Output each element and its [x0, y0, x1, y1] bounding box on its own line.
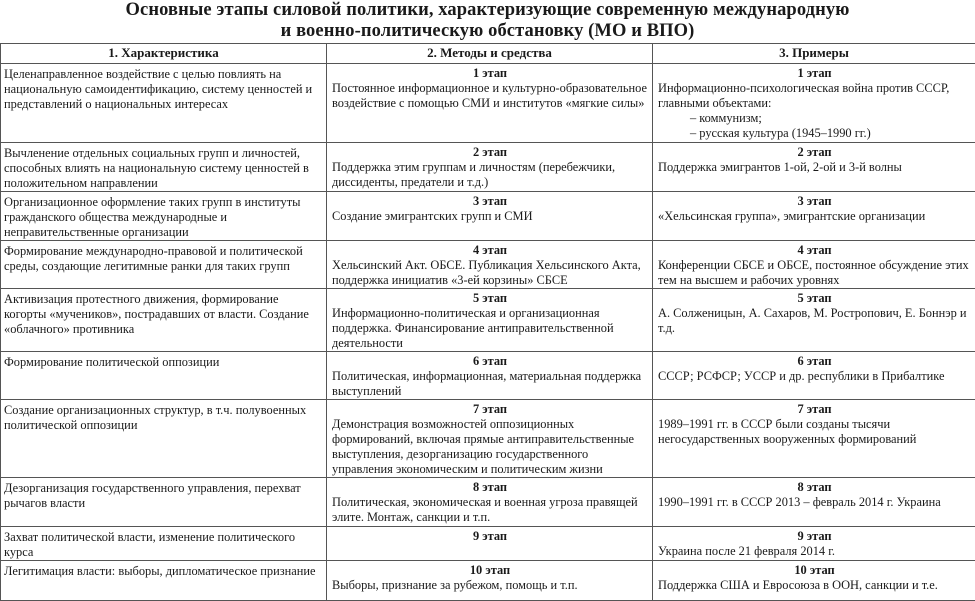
stage-label: 7 этап — [658, 402, 971, 417]
method-text: Политическая, экономическая и военная угроза правящей элите. Монтаж, санкции и т.п. — [332, 495, 638, 524]
example-text: Поддержка США и Евросоюза в ООН, санкции и т.е. — [658, 578, 938, 592]
method-cell — [327, 400, 653, 478]
example-text: Конференции СБСЕ и ОБСЕ, постоянное обсуждение этих тем на высшем и рабочих уровнях — [658, 258, 969, 287]
stage-label: 2 этап — [332, 145, 648, 160]
method-cell — [327, 143, 653, 192]
example-cell — [653, 527, 975, 561]
method-cell — [327, 241, 653, 289]
table-row — [1, 64, 975, 143]
method-cell — [327, 561, 653, 601]
stage-label: 8 этап — [658, 480, 971, 495]
table-row — [1, 241, 975, 289]
stage-label: 6 этап — [332, 354, 648, 369]
example-cell — [653, 192, 975, 241]
example-cell — [653, 352, 975, 400]
example-cell — [653, 143, 975, 192]
table-row — [1, 478, 975, 527]
example-text: А. Солженицын, А. Сахаров, М. Ростропович, Е. Боннэр и т.д. — [658, 306, 967, 335]
characteristic-cell: Дезорганизация государственного управления, перехват рычагов власти — [1, 478, 327, 527]
characteristic-cell: Активизация протестного движения, формирование когорты «мучеников», пострадавших от власти. Создание «облачного» противника — [1, 289, 327, 352]
stage-label: 2 этап — [658, 145, 971, 160]
stage-label: 7 этап — [332, 402, 648, 417]
stage-label: 1 этап — [658, 66, 971, 81]
method-cell — [327, 64, 653, 143]
stage-label: 10 этап — [332, 563, 648, 578]
method-text: Создание эмигрантских групп и СМИ — [332, 209, 533, 223]
method-cell — [327, 192, 653, 241]
title-line-2: и военно-политическую обстановку (МО и ВПО) — [0, 21, 975, 42]
stage-label: 5 этап — [658, 291, 971, 306]
example-text: 1989–1991 гг. в СССР были созданы тысячи негосударственных вооруженных формирований — [658, 417, 916, 446]
table-row — [1, 352, 975, 400]
table-row — [1, 143, 975, 192]
stage-label: 10 этап — [658, 563, 971, 578]
method-text: Выборы, признание за рубежом, помощь и т.п. — [332, 578, 578, 592]
header-methods: 2. Методы и средства — [327, 44, 653, 64]
stage-label: 5 этап — [332, 291, 648, 306]
method-text: Хельсинский Акт. ОБСЕ. Публикация Хельсинского Акта, поддержка инициатив «3-ей корзины» СБСЕ — [332, 258, 641, 287]
characteristic-cell: Формирование политической оппозиции — [1, 352, 327, 400]
example-text: Поддержка эмигрантов 1-ой, 2-ой и 3-й волны — [658, 160, 902, 174]
title-line-1: Основные этапы силовой политики, характеризующие современную международную — [0, 0, 975, 21]
method-text: Политическая, информационная, материальная поддержка выступлений — [332, 369, 641, 398]
stage-label: 9 этап — [332, 529, 648, 544]
example-text: 1990–1991 гг. в СССР 2013 – февраль 2014 г. Украина — [658, 495, 941, 509]
example-text: Информационно-психологическая война против СССР, главными объектами: — [658, 81, 949, 110]
method-cell — [327, 527, 653, 561]
example-cell — [653, 289, 975, 352]
stage-label: 9 этап — [658, 529, 971, 544]
characteristic-cell: Создание организационных структур, в т.ч. полувоенных политической оппозиции — [1, 400, 327, 478]
stage-label: 4 этап — [658, 243, 971, 258]
example-cell — [653, 400, 975, 478]
stage-label: 6 этап — [658, 354, 971, 369]
example-cell — [653, 64, 975, 143]
example-text: СССР; РСФСР; УССР и др. республики в Прибалтике — [658, 369, 944, 383]
method-cell — [327, 289, 653, 352]
stage-label: 1 этап — [332, 66, 648, 81]
characteristic-cell: Целенаправленное воздействие с целью повлиять на национальную самоидентификацию, систему ценностей и представлений о национальных интересах — [1, 64, 327, 143]
table-row — [1, 400, 975, 478]
page-title — [0, 0, 975, 43]
table-row — [1, 192, 975, 241]
list-item: – коммунизм; — [658, 111, 971, 126]
method-text: Поддержка этим группам и личностям (перебежчики, диссиденты, предатели и т.д.) — [332, 160, 615, 189]
method-cell — [327, 352, 653, 400]
method-cell — [327, 478, 653, 527]
header-characteristic: 1. Характеристика — [1, 44, 327, 64]
characteristic-cell: Вычленение отдельных социальных групп и личностей, способных влиять на национальную систему ценностей в положительном направлении — [1, 143, 327, 192]
example-cell — [653, 241, 975, 289]
stage-label: 3 этап — [332, 194, 648, 209]
table-row — [1, 561, 975, 601]
table-row — [1, 527, 975, 561]
example-bullet-list — [658, 111, 971, 141]
table-row — [1, 289, 975, 352]
stage-label: 8 этап — [332, 480, 648, 495]
example-text: Украина после 21 февраля 2014 г. — [658, 544, 835, 558]
characteristic-cell: Легитимация власти: выборы, дипломатическое признание — [1, 561, 327, 601]
list-item: – русская культура (1945–1990 гг.) — [658, 126, 971, 141]
stage-label: 3 этап — [658, 194, 971, 209]
method-text: Постоянное информационное и культурно-образовательное воздействие с помощью СМИ и институтов «мягкие силы» — [332, 81, 647, 110]
example-text: «Хельсинская группа», эмигрантские организации — [658, 209, 925, 223]
characteristic-cell: Организационное оформление таких групп в институты гражданского общества международные и неправительственные организации — [1, 192, 327, 241]
stage-label: 4 этап — [332, 243, 648, 258]
header-examples: 3. Примеры — [653, 44, 975, 64]
method-text: Информационно-политическая и организационная поддержка. Финансирование антиправительственной деятельности — [332, 306, 614, 350]
example-cell — [653, 478, 975, 527]
method-text: Демонстрация возможностей оппозиционных формирований, включая прямые антиправительственные выступления, дезорганизацию государственного управления экономическим и политическим жизни — [332, 417, 634, 476]
characteristic-cell: Захват политической власти, изменение политического курса — [1, 527, 327, 561]
stages-table — [0, 43, 975, 601]
example-cell — [653, 561, 975, 601]
table-header-row — [1, 44, 975, 64]
characteristic-cell: Формирование международно-правовой и политической среды, создающие легитимные ранки для таких групп — [1, 241, 327, 289]
